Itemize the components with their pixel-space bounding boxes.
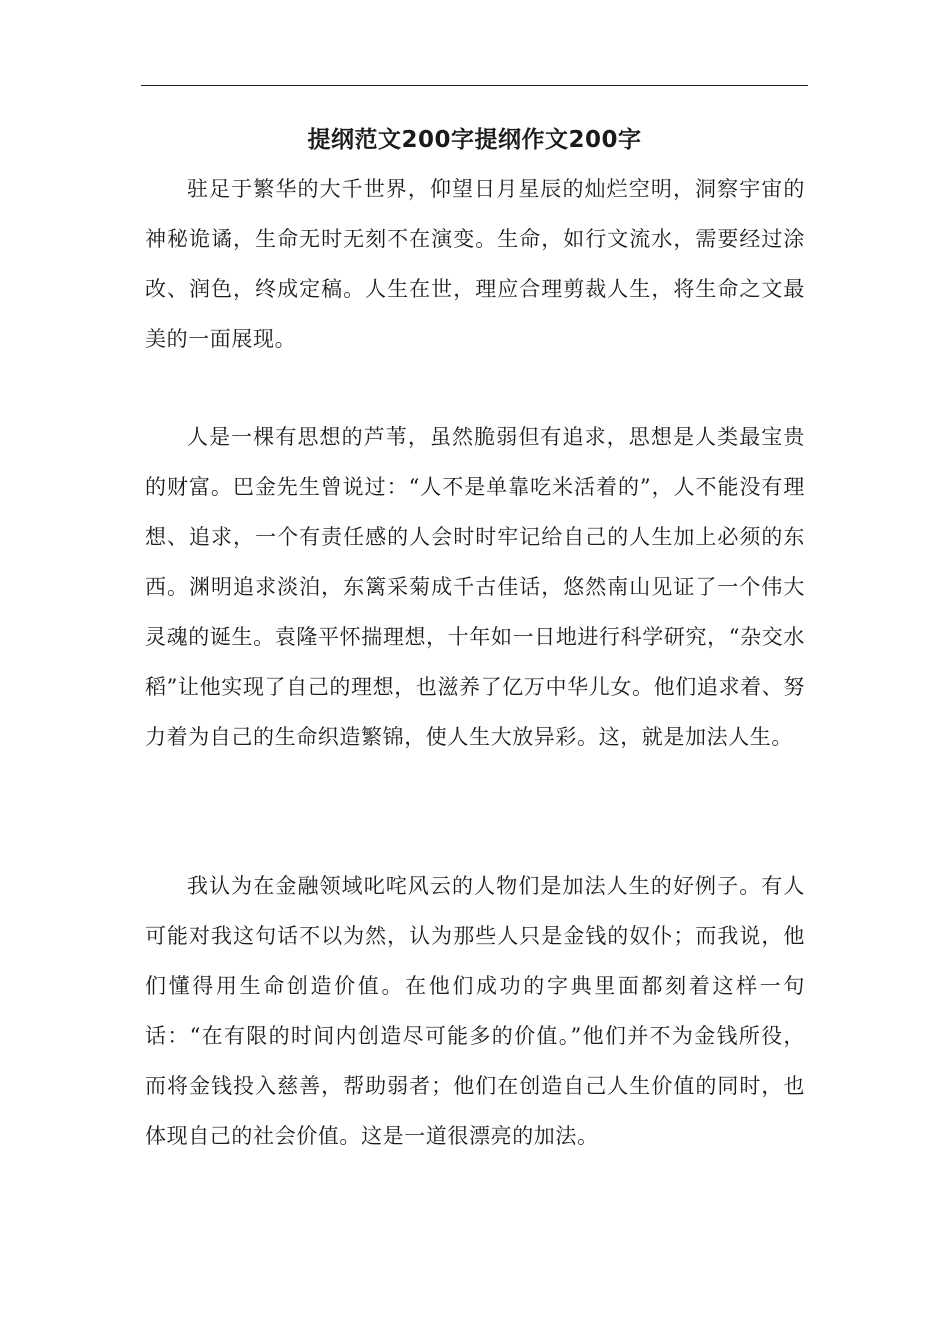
document-title: 提纲范文200字提纲作文200字 (307, 127, 642, 153)
header-rule (141, 85, 808, 86)
paragraph-3: 我认为在金融领域叱咤风云的人物们是加法人生的好例子。有人可能对我这句话不以为然，认为那些人只是金钱的奴仆；而我说，他们懂得用生命创造价值。在他们成功的字典里面都刻着这样一句话：“在有限的时间内创造尽可能多的价值。”他们并不为金钱所役，而将金钱投入慈善，帮助弱者；他们在创造自己人生价值的同时，也体现自己的社会价值。这是一道很漂亮的加法。 (145, 874, 805, 1148)
paragraph-2: 人是一棵有思想的芦苇，虽然脆弱但有追求，思想是人类最宝贵的财富。巴金先生曾说过：“人不是单靠吃米活着的”，人不能没有理想、追求，一个有责任感的人会时时牢记给自己的人生加上必须的东西。渊明追求淡泊，东篱采菊成千古佳话，悠然南山见证了一个伟大灵魂的诞生。袁隆平怀揣理想，十年如一日地进行科学研究，“杂交水稻”让他实现了自己的理想，也滋养了亿万中华儿女。他们追求着、努力着为自己的生命织造繁锦，使人生大放异彩。这，就是加法人生。 (145, 425, 805, 749)
paragraph-1: 驻足于繁华的大千世界，仰望日月星辰的灿烂空明，洞察宇宙的神秘诡谲，生命无时无刻不在演变。生命，如行文流水，需要经过涂改、润色，终成定稿。人生在世，理应合理剪裁人生，将生命之文最美的一面展现。 (145, 177, 805, 351)
